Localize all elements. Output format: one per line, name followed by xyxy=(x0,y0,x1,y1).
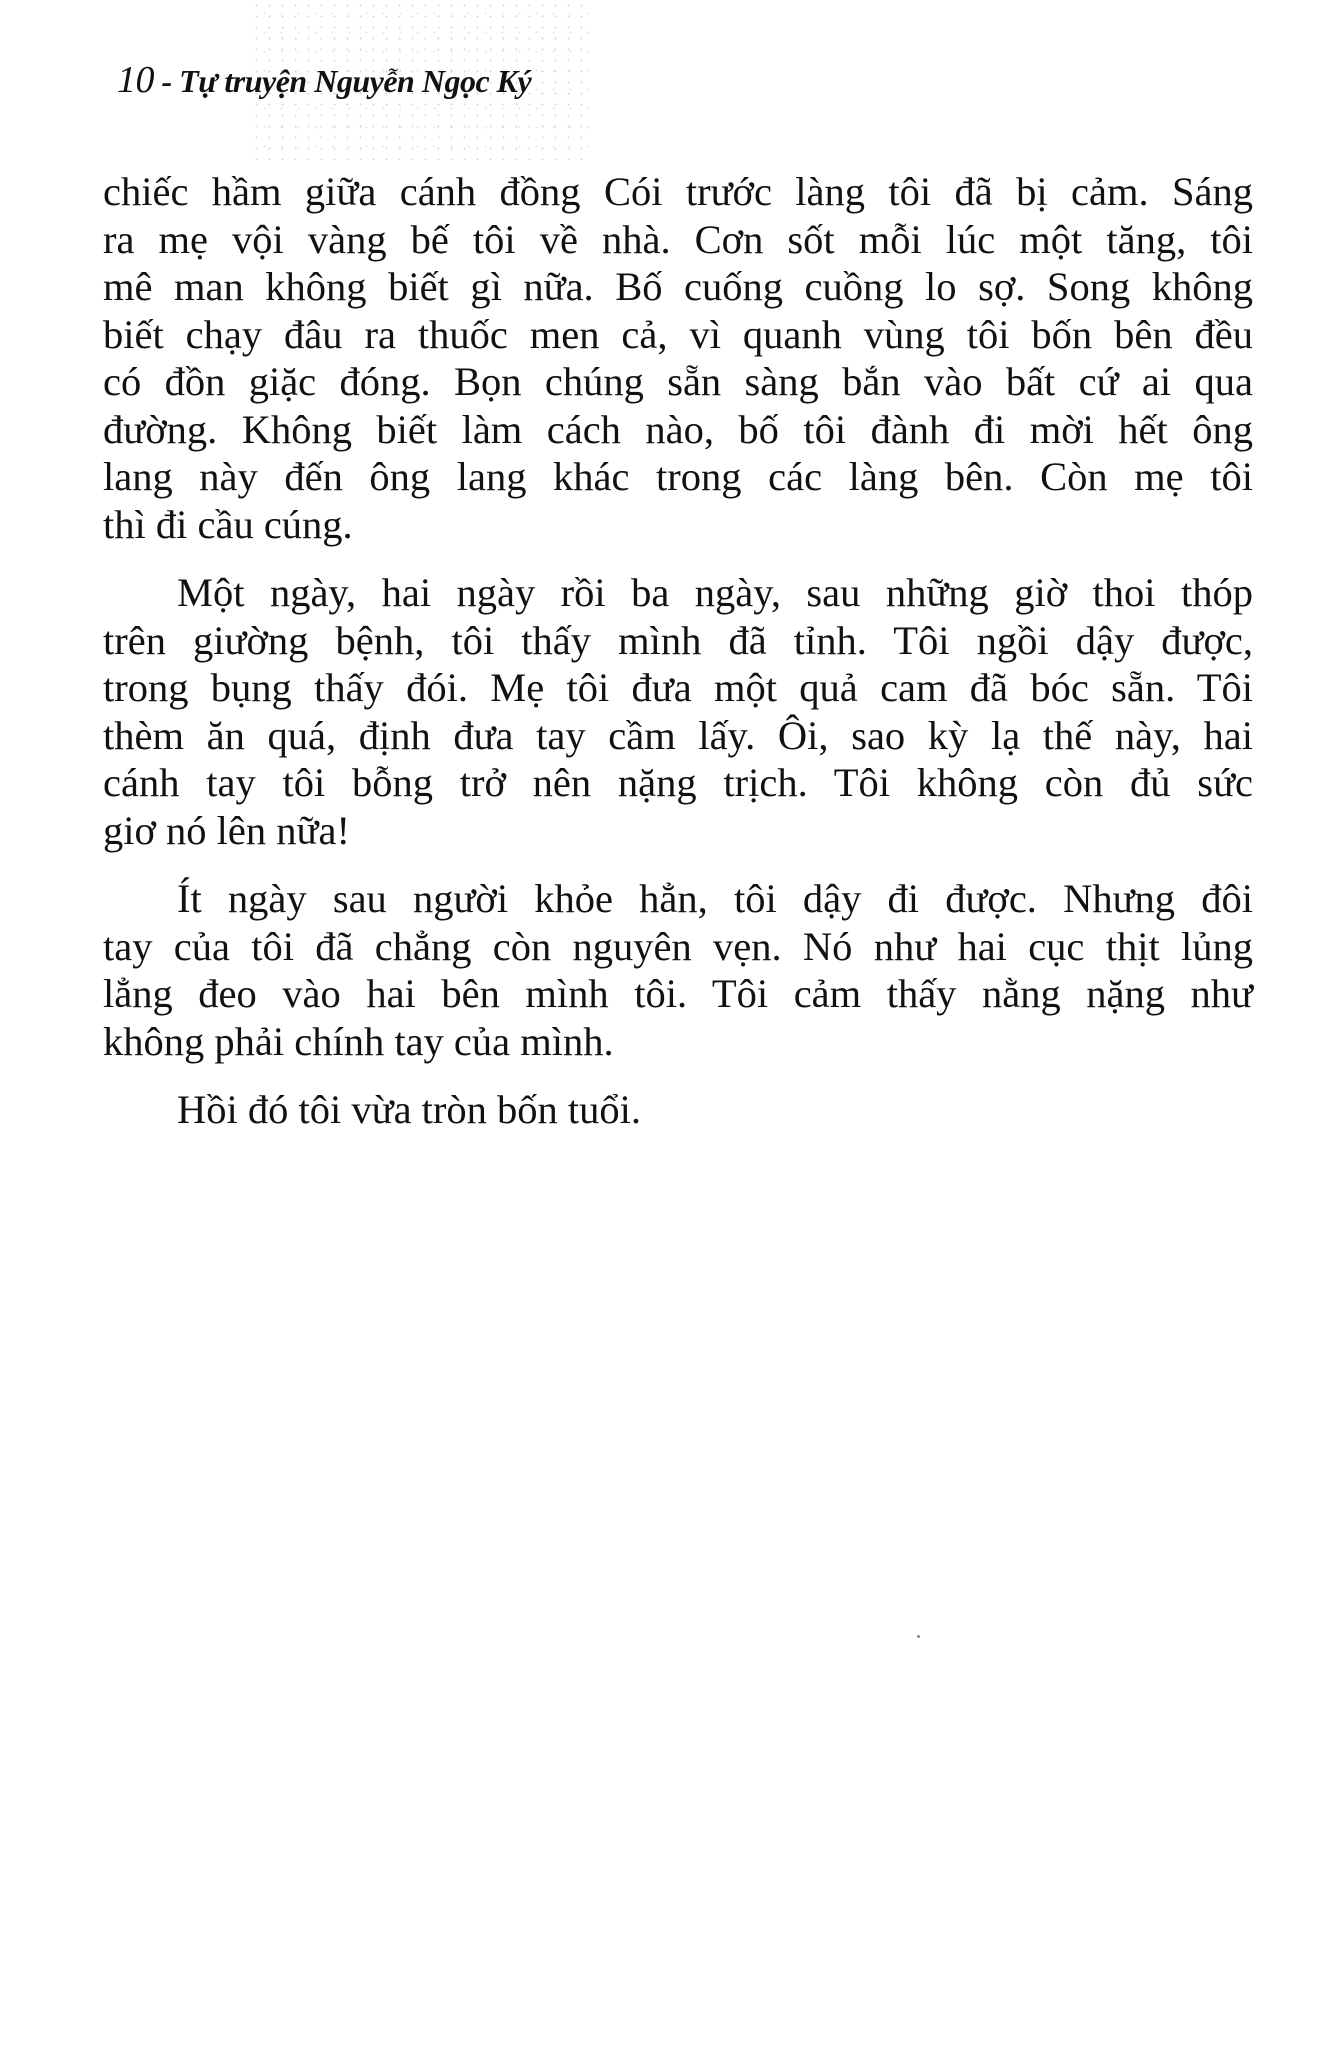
page-number: 10 xyxy=(117,59,154,101)
scan-speck xyxy=(917,1635,920,1638)
text-line: có đồn giặc đóng. Bọn chúng sẵn sàng bắn vào bất cứ ai qua xyxy=(103,359,1253,404)
text-line: giơ nó lên nữa! xyxy=(103,807,350,853)
paragraph-1 xyxy=(103,168,1253,548)
text-line: tay của tôi đã chẳng còn nguyên vẹn. Nó như hai cục thịt lủng xyxy=(103,923,1253,969)
text-line: trên giường bệnh, tôi thấy mình đã tỉnh. Tôi ngồi dậy được, xyxy=(103,617,1253,663)
running-head xyxy=(117,58,531,102)
running-head-separator: - xyxy=(154,63,180,99)
text-line: lẳng đeo vào hai bên mình tôi. Tôi cảm thấy nằng nặng như xyxy=(103,971,1253,1016)
text-line: ra mẹ vội vàng bế tôi về nhà. Cơn sốt mỗi lúc một tăng, tôi xyxy=(103,216,1253,262)
text-line: trong bụng thấy đói. Mẹ tôi đưa một quả cam đã bóc sẵn. Tôi xyxy=(103,665,1253,710)
text-line: biết chạy đâu ra thuốc men cả, vì quanh vùng tôi bốn bên đều xyxy=(103,311,1253,357)
text-line: mê man không biết gì nữa. Bố cuống cuồng lo sợ. Song không xyxy=(103,264,1253,309)
text-line: đường. Không biết làm cách nào, bố tôi đành đi mời hết ông xyxy=(103,406,1253,452)
paragraph-4 xyxy=(103,1086,1253,1134)
text-line: thèm ăn quá, định đưa tay cầm lấy. Ôi, sao kỳ lạ thế này, hai xyxy=(103,712,1253,758)
text-line: Ít ngày sau người khỏe hẳn, tôi dậy đi được. Nhưng đôi xyxy=(177,876,1253,921)
book-title: Tự truyện Nguyễn Ngọc Ký xyxy=(179,63,532,99)
paragraph-3 xyxy=(103,875,1253,1065)
text-line: Một ngày, hai ngày rồi ba ngày, sau những giờ thoi thóp xyxy=(177,570,1253,615)
text-line: không phải chính tay của mình. xyxy=(103,1018,614,1064)
text-line: thì đi cầu cúng. xyxy=(103,501,353,547)
text-line: chiếc hầm giữa cánh đồng Cói trước làng tôi đã bị cảm. Sáng xyxy=(103,169,1253,214)
paragraph-2 xyxy=(103,569,1253,854)
text-line: Hồi đó tôi vừa tròn bốn tuổi. xyxy=(177,1087,642,1132)
text-line: lang này đến ông lang khác trong các làng bên. Còn mẹ tôi xyxy=(103,454,1253,499)
text-line: cánh tay tôi bỗng trở nên nặng trịch. Tôi không còn đủ sức xyxy=(103,760,1253,805)
page-body xyxy=(103,168,1253,1155)
